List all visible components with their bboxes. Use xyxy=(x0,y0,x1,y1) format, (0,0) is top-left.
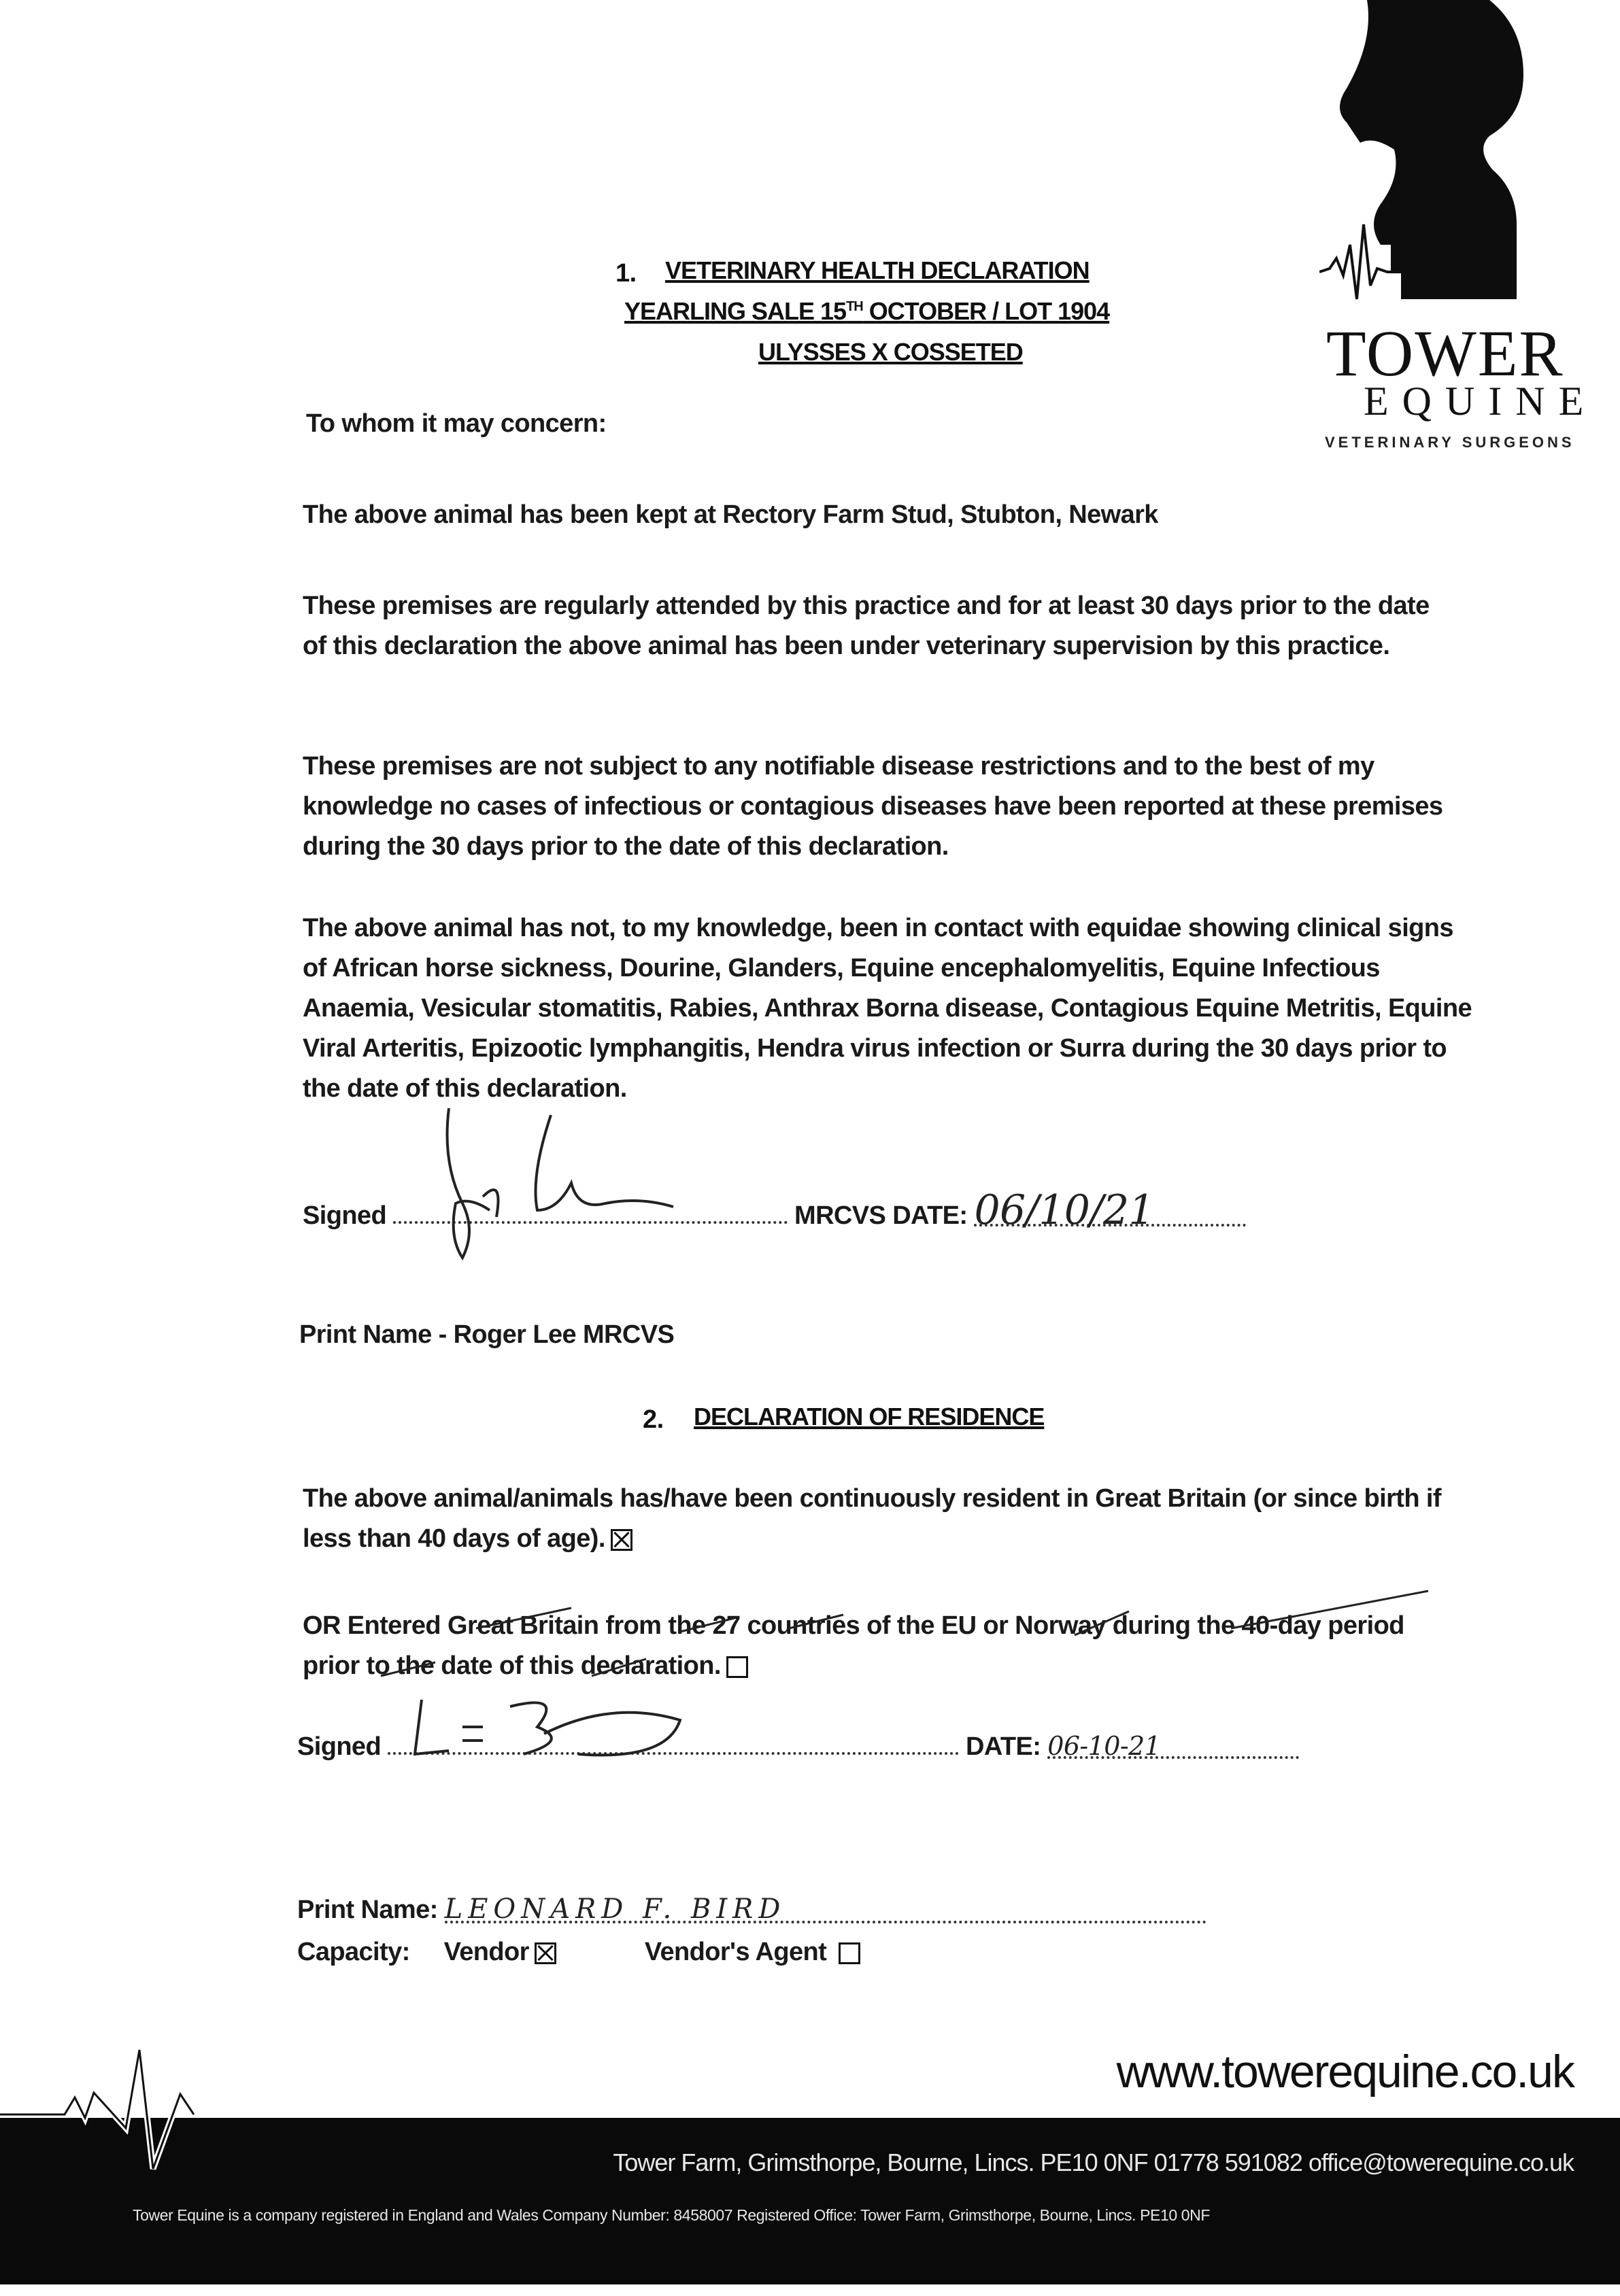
salutation: To whom it may concern: xyxy=(306,409,607,438)
footer-address: Tower Farm, Grimsthorpe, Bourne, Lincs. PE10 0NF 01778 591082 office@towerequine.co.uk xyxy=(613,2148,1574,2176)
paragraph-disease: These premises are not subject to any notifiable disease restrictions and to the best of my knowledge no cases of infectious or contagious diseases have been reported at these premises during the 30 days prior to the date of this declaration. xyxy=(303,752,1443,861)
residence-checkbox[interactable] xyxy=(611,1529,632,1551)
vendor-signature-icon xyxy=(408,1686,694,1768)
logo-tagline: VETERINARY SURGEONS xyxy=(1325,434,1575,451)
horse-name: ULYSSES X COSSETED xyxy=(758,338,1023,366)
section1-title: VETERINARY HEALTH DECLARATION xyxy=(665,256,1090,284)
paragraph-supervision: These premises are regularly attended by this practice and for at least 30 days prior to the date of this declaration the above animal has been under veterinary supervision by this practice. xyxy=(303,592,1430,660)
agent-checkbox[interactable] xyxy=(839,1942,860,1964)
section2-number: 2. xyxy=(643,1405,664,1434)
vendor-signed-label: Signed xyxy=(297,1732,382,1761)
footer-registration: Tower Equine is a company registered in England and Wales Company Number: 8458007 Registered Office: Tower Farm, Grimsthorpe, Bourne, Lincs. PE10 0NF xyxy=(133,2206,1211,2224)
vet-signed-label: Signed xyxy=(303,1201,387,1230)
vendor-checkbox[interactable] xyxy=(535,1942,556,1964)
vendor-label: Vendor xyxy=(443,1938,529,1966)
vendor-print-name-field[interactable]: LEONARD F. BIRD xyxy=(445,1898,1206,1923)
vet-date-field[interactable]: 06/10/21 xyxy=(974,1197,1246,1227)
vendor-date-field[interactable]: 06-10-21 xyxy=(1047,1736,1299,1759)
agent-label: Vendor's Agent xyxy=(644,1938,827,1966)
vendor-date-label: DATE: xyxy=(966,1732,1041,1761)
footer-band xyxy=(0,2118,1620,2284)
logo-tower: TOWER xyxy=(1326,317,1564,390)
section1-number: 1. xyxy=(615,259,637,288)
knight-horse-logo-icon xyxy=(1319,0,1537,320)
strikethrough-marks-icon xyxy=(367,1584,1455,1686)
vendor-print-row: Print Name: LEONARD F. BIRD xyxy=(297,1896,1206,1925)
vet-print-name: Print Name - Roger Lee MRCVS xyxy=(299,1320,675,1349)
paragraph-premises: The above animal has been kept at Rectory Farm Stud, Stubton, Newark xyxy=(303,500,1158,529)
mrcvs-date-label: MRCVS DATE: xyxy=(794,1201,968,1230)
vet-signature-icon xyxy=(401,1081,782,1271)
section2-title: DECLARATION OF RESIDENCE xyxy=(694,1403,1045,1430)
heartbeat-line-icon xyxy=(0,2046,224,2176)
paragraph-contact: The above animal has not, to my knowledge, been in contact with equidae showing clinical signs of African horse sickness, Dourine, Glanders, Equine encephalomyelitis, Equine Infectious Anaemia, Vesicular stomatitis, Rabies, Anthrax Borna disease, Contagious Equine Metritis, Equine Viral Arteritis, Epizootic lymphangitis, Hendra virus infection or Surra during the 30 days prior to the date of this declaration. xyxy=(303,914,1472,1103)
residence-paragraph: The above animal/animals has/have been continuously resident in Great Britain (or since birth if less than 40 days of age). xyxy=(303,1484,1441,1553)
section1-subtitle: YEARLING SALE 15TH OCTOBER / LOT 1904 xyxy=(624,297,1110,325)
logo-equine: EQUINE xyxy=(1364,379,1598,424)
entered-paragraph: OR Entered Great Britain from the 27 countries of the EU or Norway during the 40-day period prior to the date of this declaration. xyxy=(303,1611,1404,1680)
website-link[interactable]: www.towerequine.co.uk xyxy=(1116,2046,1574,2097)
capacity-row: Capacity: Vendor Vendor's Agent xyxy=(297,1938,860,1967)
